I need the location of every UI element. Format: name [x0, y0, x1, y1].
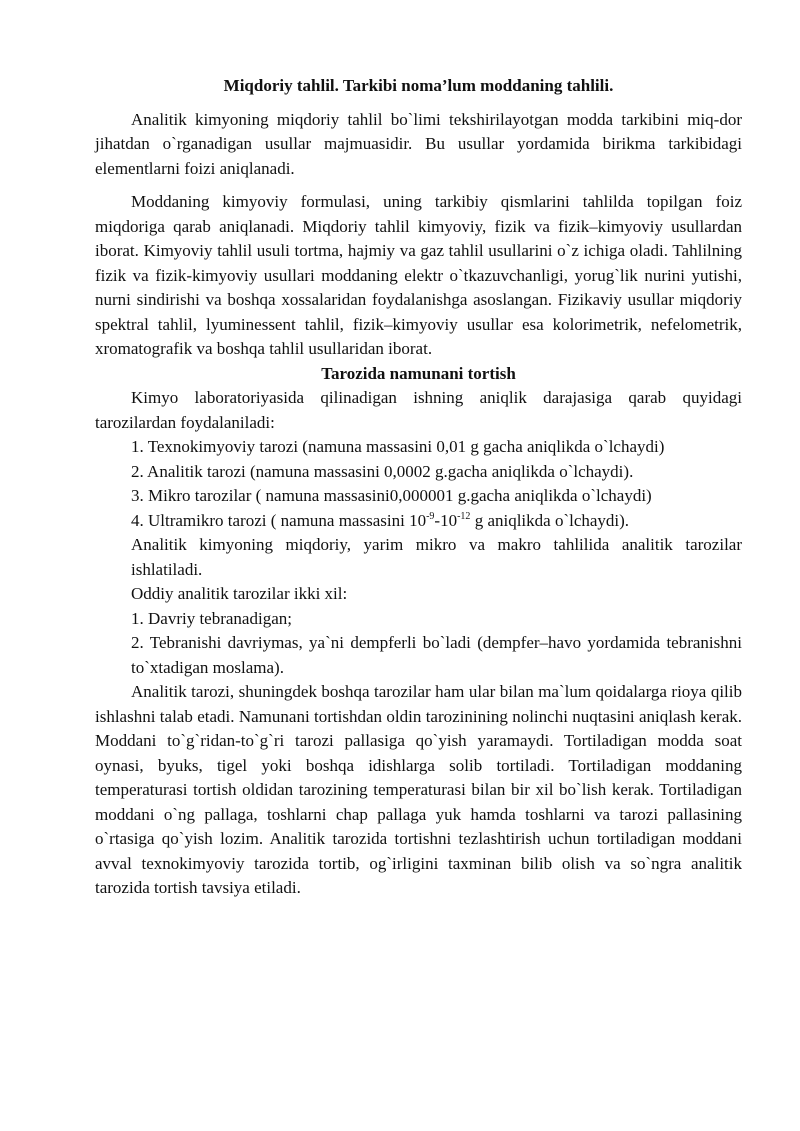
scale-item-4-prefix: 4. Ultramikro tarozi ( namuna massasini 10: [131, 510, 427, 530]
type-item-1: 1. Davriy tebranadigan;: [131, 608, 292, 628]
section-title: Tarozida namunani tortish: [321, 363, 516, 383]
section-intro-paragraph: Kimyo laboratoriyasida qilinadigan ishning aniqlik darajasiga qarab quyidagi tarozilardan foydalaniladi:: [95, 388, 742, 432]
type-item-2: 2. Tebranishi davriymas, ya`ni dempferli bo`ladi (dempfer–havo yordamida tebranishni to`xtadigan moslama).: [131, 633, 742, 677]
intro-paragraph-1: Analitik kimyoning miqdoriy tahlil bo`limi tekshirilayotgan modda tarkibini miq-dor jihatdan o`rganadigan usullar majmuasidir. Bu usullar yordamida birikma tarkibidagi elementlarni foizi aniqlanadi.: [95, 109, 742, 178]
types-intro: Oddiy analitik tarozilar ikki xil:: [131, 584, 348, 603]
scale-item-3: 3. Mikro tarozilar ( namuna massasini0,000001 g.gacha aniqlikda o`lchaydi): [131, 486, 652, 505]
scale-item-4-middle: -10: [434, 510, 458, 530]
scale-item-4-suffix: g aniqlikda o`lchaydi).: [470, 510, 630, 530]
scale-item-2: 2. Analitik tarozi (namuna massasini 0,0002 g.gacha aniqlikda o`lchaydi).: [131, 461, 634, 481]
scale-item-4-exponent-1: -9: [426, 510, 435, 522]
document-page: [95, 74, 742, 901]
document-title: Miqdoriy tahlil. Tarkibi noma’lum moddaning tahlili.: [223, 76, 614, 95]
intro-paragraph-2: Moddaning kimyoviy formulasi, uning tarkibiy qismlarini tahlilda topilgan foiz miqdoriga qarab aniqlanadi. Miqdoriy tahlil kimyoviy, fizik va fizik–kimyoviy usullardan iborat. Kimyoviy tahlil usuli tortma, hajmiy va gaz tahlil usullarini o`z ichiga oladi. Tahlilning fizik va fizik-kimyoviy usullari moddaning elektr o`tkazuvchanligi, yorug`lik nurini yutishi, nurni sindirishi va boshqa xossalaridan foydalanishga asoslangan. Fizikaviy usullar miqdoriy spektral tahlil, lyuminessent tahlil, fizik–kimyoviy usullar esa kolorimetrik, nefelometrik, xromatografik va boshqa tahlil usullaridan iborat.: [95, 192, 742, 358]
scale-item-4-exponent-2: -12: [457, 510, 471, 522]
final-paragraph: Analitik tarozi, shuningdek boshqa tarozilar ham ular bilan ma`lum qoidalarga rioya qilib ishlashni talab etadi. Namunani tortishdan oldin tarozinining nolinchi nuqtasini aniqlash kerak. Moddani to`g`ridan-to`g`ri tarozi pallasiga qo`yish yaramaydi. Tortiladigan modda soat oynasi, byuks, tigel yoki boshqa idishlarga solib tortiladi. Tortiladigan moddaning temperaturasi tortish oldidan tarozining temperaturasi bilan bir xil bo`lish kerak. Tortiladigan moddani o`ng pallaga, toshlarni chap pallaga yuk hamda toshlarni va tarozi pallasining o`rtasiga qo`yish lozim. Analitik tarozida tortishni tezlashtirish uchun tortiladigan moddani avval texnokimyoviy tarozida tortib, og`irligini taxminan bilib olish va so`ngra analitik tarozida tortish tavsiya etiladi.: [95, 682, 742, 897]
scale-item-4: [131, 509, 742, 534]
usage-note: Analitik kimyoning miqdoriy, yarim mikro va makro tahlilida analitik tarozilar ishlatiladi.: [131, 535, 742, 579]
scale-item-1: 1. Texnokimyoviy tarozi (namuna massasini 0,01 g gacha aniqlikda o`lchaydi): [131, 437, 665, 456]
